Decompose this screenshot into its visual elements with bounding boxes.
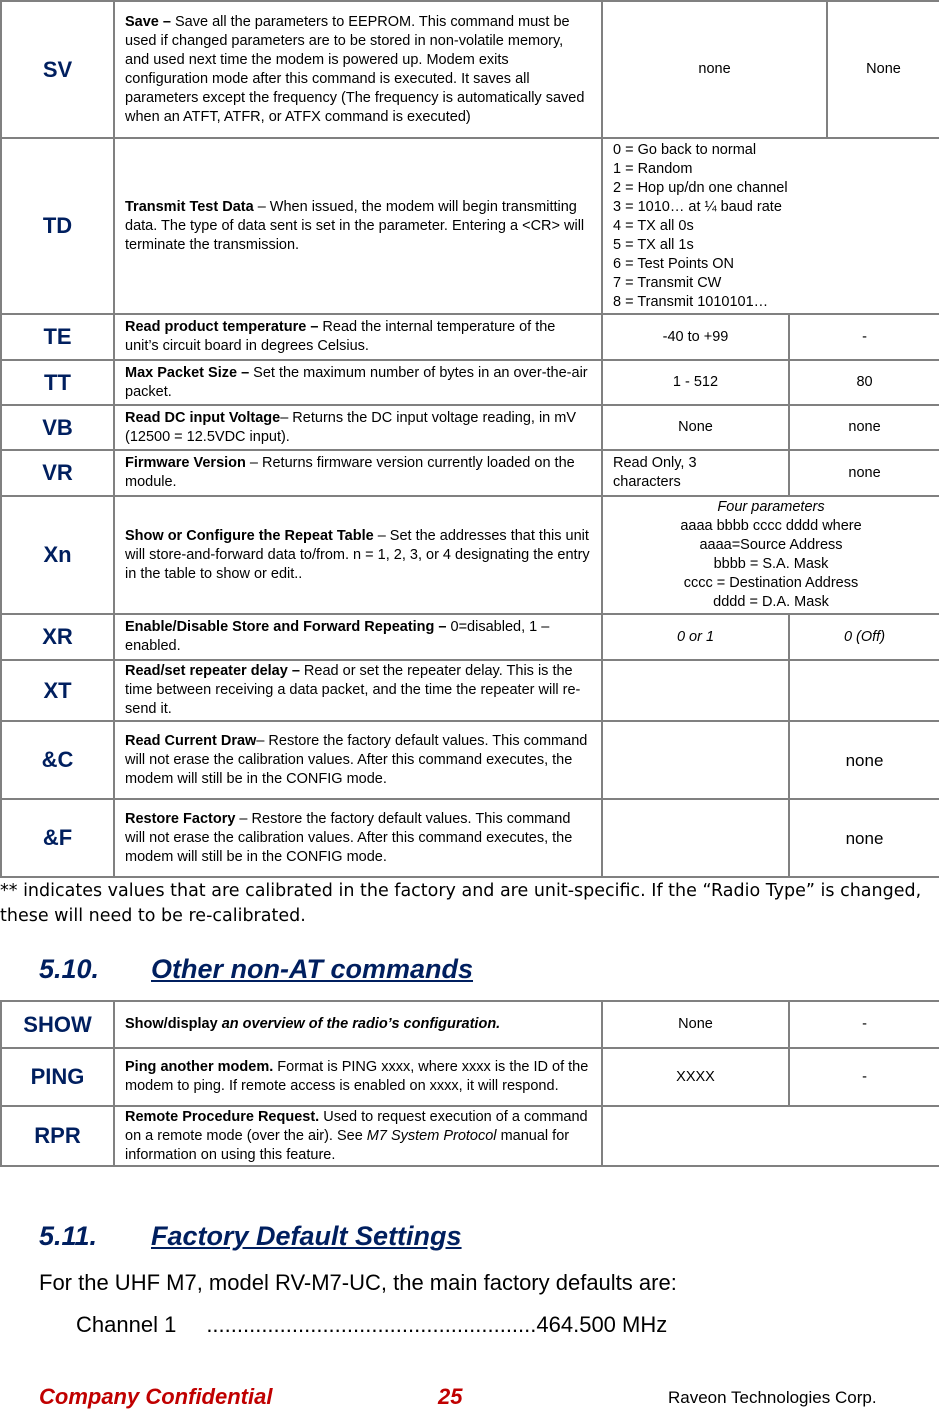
table-row	[1, 1, 939, 138]
option-line: 3 = 1010… at ¼ baud rate	[613, 198, 782, 215]
default-item-label: Channel 1	[76, 1312, 177, 1337]
range-value	[602, 660, 789, 721]
option-line: 5 = TX all 1s	[613, 236, 694, 253]
default-value: none	[789, 450, 939, 496]
command-description: Read product temperature – Read the internal temperature of the unit’s circuit board in degrees Celsius.	[114, 314, 602, 360]
command-code: RPR	[1, 1106, 114, 1166]
command-code: Xn	[1, 496, 114, 614]
option-line: 1 = Random	[613, 160, 693, 177]
default-value: none	[789, 799, 939, 877]
command-code: VB	[1, 405, 114, 450]
table-row	[1, 1001, 939, 1048]
default-value: none	[789, 405, 939, 450]
command-code: &F	[1, 799, 114, 877]
default-value: 0 (Off)	[789, 614, 939, 660]
command-code: &C	[1, 721, 114, 799]
parameters-title: Four parameters	[717, 499, 825, 515]
command-description: Show or Configure the Repeat Table – Set the addresses that this unit will store-and-forward data to/from. n = 1, 2, 3, or 4 designating the entry in the table to show or edit..	[114, 496, 602, 614]
section-heading	[39, 1221, 462, 1252]
default-value: None	[827, 1, 939, 138]
command-code: SHOW	[1, 1001, 114, 1048]
parameter-line: bbbb = S.A. Mask	[713, 556, 829, 572]
parameter-line: aaaa=Source Address	[699, 537, 843, 553]
table-row	[1, 660, 939, 721]
table-row	[1, 1048, 939, 1106]
footer-confidential: Company Confidential	[39, 1384, 273, 1409]
range-value	[602, 799, 789, 877]
default-value: 80	[789, 360, 939, 405]
option-line: 7 = Transmit CW	[613, 274, 722, 291]
range-value: none	[602, 1, 827, 138]
table-row	[1, 1106, 939, 1166]
table-row	[1, 614, 939, 660]
command-code: TT	[1, 360, 114, 405]
default-value: -	[789, 1048, 939, 1106]
command-description: Read DC input Voltage– Returns the DC input voltage reading, in mV (12500 = 12.5VDC input).	[114, 405, 602, 450]
command-description: Transmit Test Data – When issued, the modem will begin transmitting data. The type of data sent is set in the parameter. Entering a <CR> will terminate the transmission.	[114, 138, 602, 314]
section-number: 5.10.	[39, 954, 100, 984]
command-description: Restore Factory – Restore the factory default values. This command will not erase the calibration values. After this command executes, the modem will still be in the CONFIG mode.	[114, 799, 602, 877]
default-value: -	[789, 314, 939, 360]
range-value: 0 or 1	[602, 614, 789, 660]
section-title: Other non-AT commands	[151, 954, 474, 984]
empty-cell	[602, 1106, 939, 1166]
section-number: 5.11.	[39, 1221, 98, 1251]
section-heading	[39, 954, 473, 985]
command-code: XR	[1, 614, 114, 660]
range-value: XXXX	[602, 1048, 789, 1106]
command-code: TE	[1, 314, 114, 360]
default-item-value: 464.500 MHz	[536, 1312, 668, 1337]
table-row	[1, 450, 939, 496]
table-row	[1, 405, 939, 450]
default-value	[789, 660, 939, 721]
command-code: PING	[1, 1048, 114, 1106]
command-description: Read Current Draw– Restore the factory default values. This command will not erase the calibration values. After this command executes, the modem will still be in the CONFIG mode.	[114, 721, 602, 799]
range-value	[602, 721, 789, 799]
command-code: VR	[1, 450, 114, 496]
command-description: Remote Procedure Request. Used to request execution of a command on a remote mode (over the air). See M7 System Protocol manual for information on using this feature.	[114, 1106, 602, 1166]
table-row	[1, 138, 939, 314]
table-row	[1, 360, 939, 405]
table-row	[1, 799, 939, 877]
non-at-command-table	[0, 1000, 939, 1167]
range-value: -40 to +99	[602, 314, 789, 360]
range-value: None	[602, 1001, 789, 1048]
option-line: 8 = Transmit 1010101…	[613, 293, 769, 310]
command-description: Read/set repeater delay – Read or set the repeater delay. This is the time between receiving a data packet, and the time the repeater will re-send it.	[114, 660, 602, 721]
command-code: SV	[1, 1, 114, 138]
range-value: None	[602, 405, 789, 450]
option-line: 6 = Test Points ON	[613, 255, 735, 272]
dot-leader: ......................................................	[206, 1312, 537, 1337]
test-data-options	[602, 138, 939, 314]
default-value: none	[789, 721, 939, 799]
command-description: Save – Save all the parameters to EEPROM. This command must be used if changed parameters are to be stored in non-volatile memory, and used next time the modem is powered up. Modem exits configuration mode after this command is executed. It saves all parameters except the frequency (The frequency is automatically saved when an ATFT, ATFR, or ATFX command is executed)	[114, 1, 602, 138]
parameter-line: aaaa bbbb cccc dddd where	[680, 518, 862, 534]
command-description: Max Packet Size – Set the maximum number of bytes in an over-the-air packet.	[114, 360, 602, 405]
command-description: Show/display an overview of the radio’s configuration.	[114, 1001, 602, 1048]
option-line: 2 = Hop up/dn one channel	[613, 179, 788, 196]
command-description: Ping another modem. Format is PING xxxx, where xxxx is the ID of the modem to ping. If remote access is enabled on xxxx, it will respond.	[114, 1048, 602, 1106]
command-code: TD	[1, 138, 114, 314]
footer-page-number: 25	[438, 1384, 463, 1409]
parameter-line: dddd = D.A. Mask	[713, 594, 829, 610]
footer-company: Raveon Technologies Corp.	[668, 1388, 877, 1407]
table-row	[1, 314, 939, 360]
repeat-table-parameters	[602, 496, 939, 614]
range-value: Read Only, 3 characters	[602, 450, 789, 496]
default-item	[76, 1312, 667, 1338]
command-description: Enable/Disable Store and Forward Repeating – 0=disabled, 1 – enabled.	[114, 614, 602, 660]
defaults-intro: For the UHF M7, model RV-M7-UC, the main factory defaults are:	[39, 1270, 677, 1295]
section-title: Factory Default Settings	[151, 1221, 462, 1251]
option-line: 4 = TX all 0s	[613, 217, 694, 234]
table-row	[1, 721, 939, 799]
command-code: XT	[1, 660, 114, 721]
parameter-line: cccc = Destination Address	[683, 575, 859, 591]
option-line: 0 = Go back to normal	[613, 141, 757, 158]
command-description: Firmware Version – Returns firmware version currently loaded on the module.	[114, 450, 602, 496]
default-value: -	[789, 1001, 939, 1048]
range-value: 1 - 512	[602, 360, 789, 405]
table-row	[1, 496, 939, 614]
calibration-note: ** indicates values that are calibrated in the factory and are unit-specific. If the “Radio Type” is changed, these will need to be re-calibrated.	[0, 881, 922, 926]
